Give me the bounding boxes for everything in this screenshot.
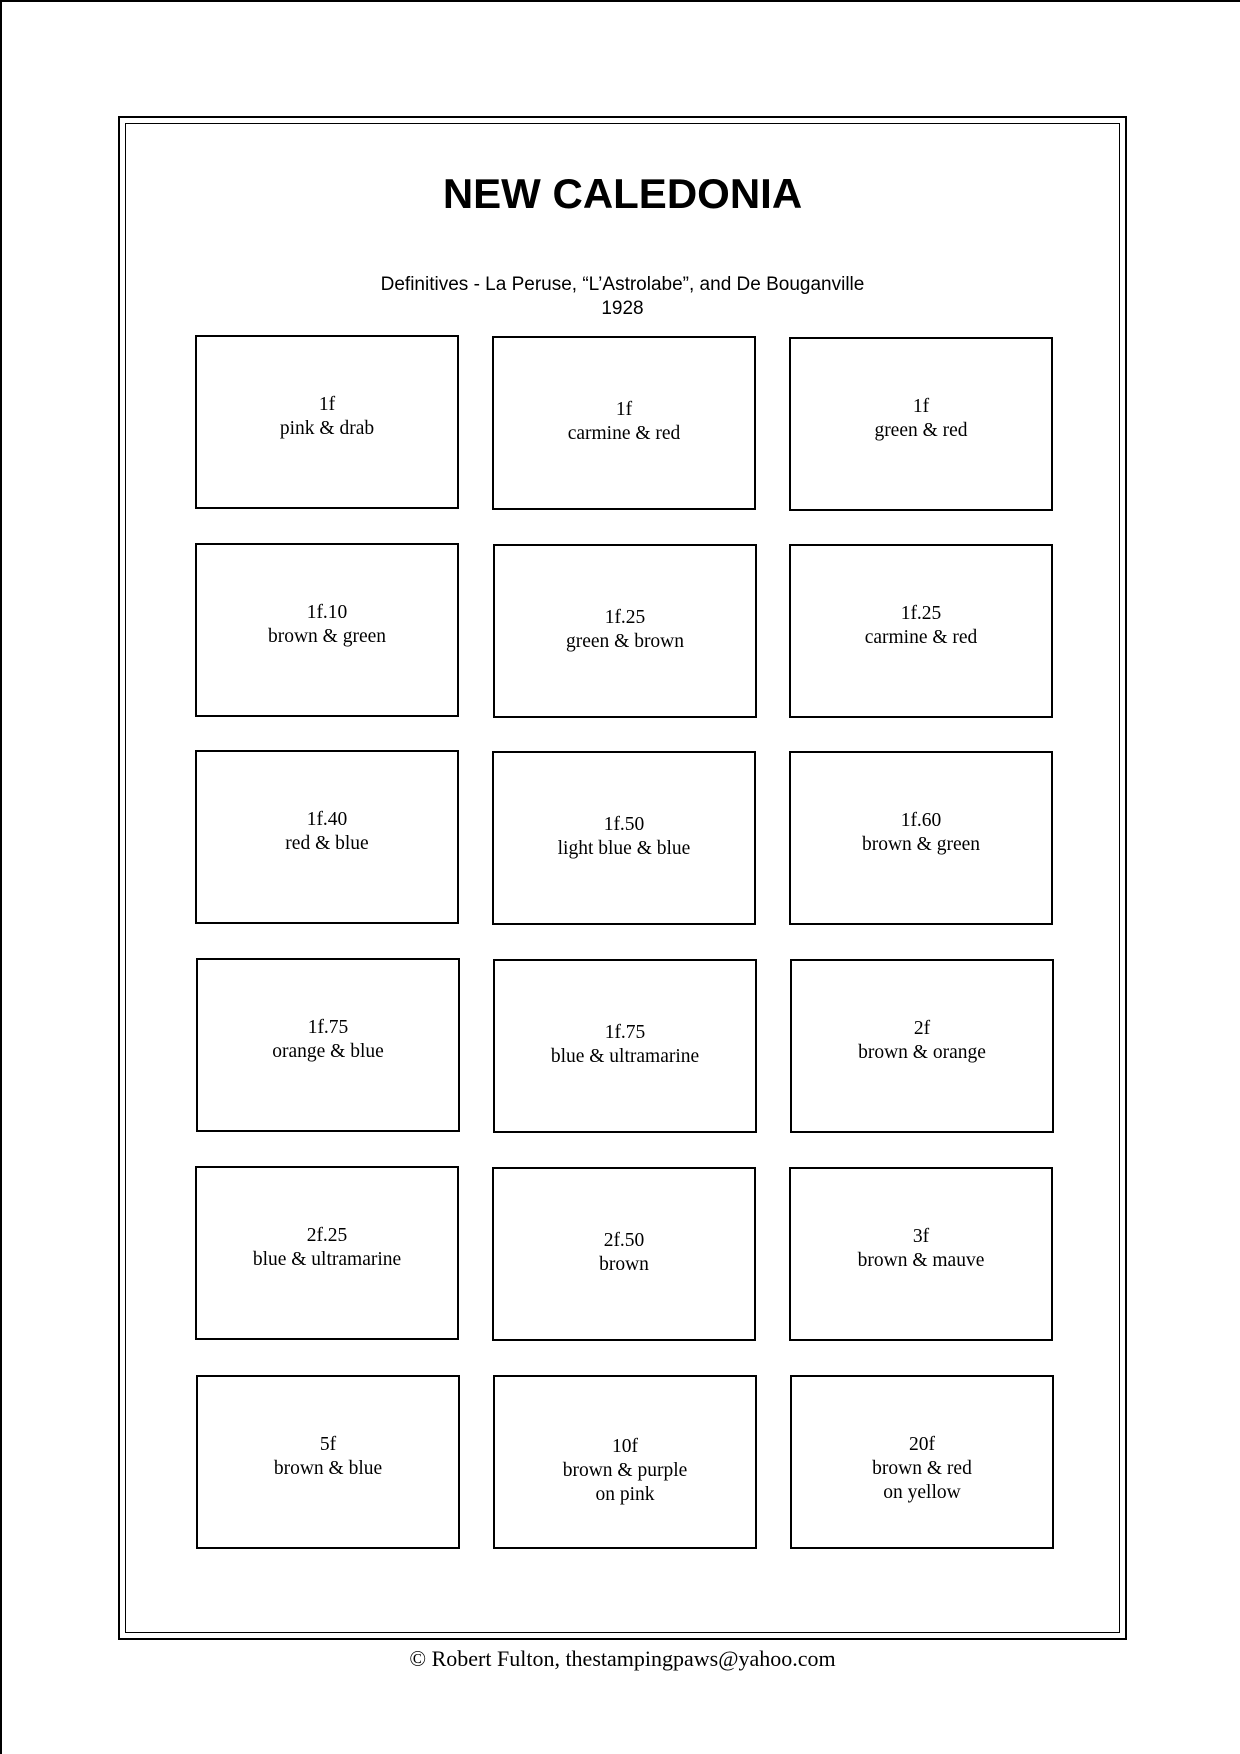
stamp-space [196, 958, 460, 1132]
stamp-label [792, 1433, 1052, 1505]
stamp-color: orange & blue [272, 1041, 384, 1062]
stamp-color: brown & orange [858, 1042, 986, 1063]
stamp-space [493, 1375, 757, 1549]
stamp-label [198, 1433, 458, 1481]
stamp-space [790, 959, 1054, 1133]
stamp-value: 1f [615, 399, 633, 420]
stamp-color: blue & ultramarine [550, 1046, 700, 1067]
stamp-space [790, 1375, 1054, 1549]
stamp-space [789, 751, 1053, 925]
stamp-color: blue & ultramarine [252, 1249, 402, 1270]
stamp-label [494, 398, 754, 446]
page-title: NEW CALEDONIA [442, 170, 803, 217]
stamp-color: green & brown [565, 631, 685, 652]
stamp-space [493, 959, 757, 1133]
stamp-color: pink & drab [279, 418, 375, 439]
stamp-value: 1f [318, 394, 336, 415]
subtitle-series: Definitives - La Peruse, “L’Astrolabe”, and De Bouganville [380, 274, 865, 295]
stamp-space [493, 544, 757, 718]
stamp-label [198, 1016, 458, 1064]
stamp-paper: on yellow [883, 1482, 961, 1503]
stamp-value: 20f [909, 1434, 935, 1455]
stamp-label [197, 1224, 457, 1272]
stamp-value: 5f [319, 1434, 337, 1455]
stamp-label [495, 1435, 755, 1507]
stamp-value: 3f [912, 1226, 930, 1247]
stamp-space [789, 544, 1053, 718]
stamp-color: carmine & red [567, 423, 681, 444]
stamp-label [791, 602, 1051, 650]
stamp-value: 1f.50 [603, 814, 645, 835]
stamp-space [789, 1167, 1053, 1341]
stamp-color: green & red [874, 420, 968, 441]
stamp-paper: on pink [595, 1484, 655, 1505]
stamp-space [789, 337, 1053, 511]
stamp-value: 1f.40 [306, 809, 348, 830]
stamp-value: 1f.75 [307, 1017, 349, 1038]
stamp-label [197, 808, 457, 856]
stamp-label [791, 1225, 1051, 1273]
stamp-color: brown & blue [273, 1458, 383, 1479]
stamp-value: 1f.25 [604, 607, 646, 628]
stamp-label [791, 809, 1051, 857]
stamp-color: brown [599, 1254, 649, 1275]
stamp-value: 2f.50 [603, 1230, 645, 1251]
stamp-color: brown & mauve [857, 1250, 985, 1271]
stamp-label [197, 601, 457, 649]
stamp-label [495, 606, 755, 654]
stamp-color: brown & green [861, 834, 981, 855]
stamp-value: 10f [612, 1436, 638, 1457]
stamp-value: 1f [912, 396, 930, 417]
stamp-space [492, 336, 756, 510]
stamp-label [494, 1229, 754, 1277]
page-subtitle [118, 273, 1127, 321]
stamp-label [792, 1017, 1052, 1065]
subtitle-year: 1928 [601, 298, 644, 319]
stamp-color: light blue & blue [557, 838, 691, 859]
stamp-space [195, 335, 459, 509]
stamp-label [495, 1021, 755, 1069]
stamp-color: brown & purple [562, 1460, 688, 1481]
stamp-space [196, 1375, 460, 1549]
stamp-color: red & blue [285, 833, 369, 854]
copyright-footer: © Robert Fulton, thestampingpaws@yahoo.com [409, 1646, 836, 1671]
stamp-value: 1f.10 [306, 602, 348, 623]
stamp-label [494, 813, 754, 861]
stamp-color: brown & red [872, 1458, 972, 1479]
stamp-color: brown & green [267, 626, 387, 647]
stamp-color: carmine & red [864, 627, 978, 648]
stamp-label [197, 393, 457, 441]
stamp-space [195, 1166, 459, 1340]
stamp-value: 1f.75 [604, 1022, 646, 1043]
stamp-value: 2f.25 [306, 1225, 348, 1246]
stamp-space [492, 751, 756, 925]
stamp-value: 1f.25 [900, 603, 942, 624]
stamp-label [791, 395, 1051, 443]
stamp-value: 1f.60 [900, 810, 942, 831]
stamp-value: 2f [913, 1018, 931, 1039]
stamp-space [195, 543, 459, 717]
stamp-space [492, 1167, 756, 1341]
stamp-space [195, 750, 459, 924]
